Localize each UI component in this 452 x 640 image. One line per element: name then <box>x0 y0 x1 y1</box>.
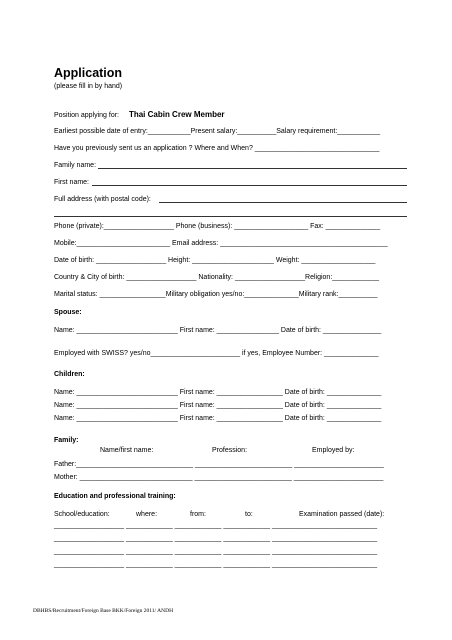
family-heading: Family: <box>54 437 79 444</box>
marital-row[interactable]: Marital status: _________________Military obligation yes/no:______________Military rank:__________ <box>54 291 378 298</box>
country-row[interactable]: Country & City of birth: __________________ Nationality: __________________Religion:____________ <box>54 274 379 281</box>
first-name-field[interactable] <box>92 185 407 186</box>
education-col-school: School/education: <box>54 511 110 518</box>
mobile-row[interactable]: Mobile:________________________ Email address: ___________________________________________ <box>54 240 388 247</box>
family-name-field[interactable] <box>98 168 407 169</box>
mother-row[interactable]: Mother: _____________________________ _________________________ _______________________ <box>54 474 384 481</box>
spouse-heading: Spouse: <box>54 309 82 316</box>
father-row[interactable]: Father:______________________________ _________________________ _______________________ <box>54 461 384 468</box>
education-col-from: from: <box>190 511 206 518</box>
education-row[interactable]: __________________ ____________ ____________ ____________ ___________________________ <box>54 561 378 568</box>
date-of-birth-row[interactable]: Date of birth: __________________ Height: _____________________ Weight: ___________________ <box>54 257 376 264</box>
entry-row[interactable]: Earliest possible date of entry:___________Present salary:__________Salary requirement:___________ <box>54 128 381 135</box>
address-label: Full address (with postal code): <box>54 196 151 203</box>
address-field-2[interactable] <box>54 216 407 217</box>
first-name-label: First name: <box>54 179 90 186</box>
family-col-employer: Employed by: <box>312 447 355 454</box>
education-heading: Education and professional training: <box>54 493 176 500</box>
footer-reference: DBHBS/Recruitment/Foreign Base BKK/Foreign 2011/ ANDH <box>33 608 174 614</box>
position-value: Thai Cabin Crew Member <box>128 110 225 119</box>
education-col-exam: Examination passed (date): <box>299 511 385 518</box>
spouse-name-row[interactable]: Name: __________________________ First name: ________________ Date of birth: _______________ <box>54 327 382 334</box>
spouse-employed-row[interactable]: Employed with SWISS? yes/no_______________________ if yes, Employee Number: ______________ <box>54 350 379 357</box>
page-subtitle: (please fill in by hand) <box>54 83 123 90</box>
page-title: Application <box>54 66 123 80</box>
child-row[interactable]: Name: __________________________ First name: _________________ Date of birth: ______________ <box>54 415 382 422</box>
family-col-name: Name/first name: <box>100 447 154 454</box>
child-row[interactable]: Name: __________________________ First name: _________________ Date of birth: ______________ <box>54 389 382 396</box>
children-heading: Children: <box>54 371 85 378</box>
position-label: Position applying for: <box>54 112 119 119</box>
education-row[interactable]: __________________ ____________ ____________ ____________ ___________________________ <box>54 522 378 529</box>
education-row[interactable]: __________________ ____________ ____________ ____________ ___________________________ <box>54 535 378 542</box>
previous-application-row[interactable]: Have you previously sent us an application ? Where and When? ________________________________ <box>54 145 380 152</box>
education-col-where: where: <box>136 511 158 518</box>
address-field-1[interactable] <box>159 202 407 203</box>
education-col-to: to: <box>245 511 253 518</box>
family-col-profession: Profession: <box>212 447 248 454</box>
family-name-label: Family name: <box>54 162 97 169</box>
child-row[interactable]: Name: __________________________ First name: _________________ Date of birth: ______________ <box>54 402 382 409</box>
phone-row[interactable]: Phone (private):__________________ Phone (business): ___________________ Fax: ______________ <box>54 223 381 230</box>
education-row[interactable]: __________________ ____________ ____________ ____________ ___________________________ <box>54 548 378 555</box>
position-row <box>54 110 225 120</box>
